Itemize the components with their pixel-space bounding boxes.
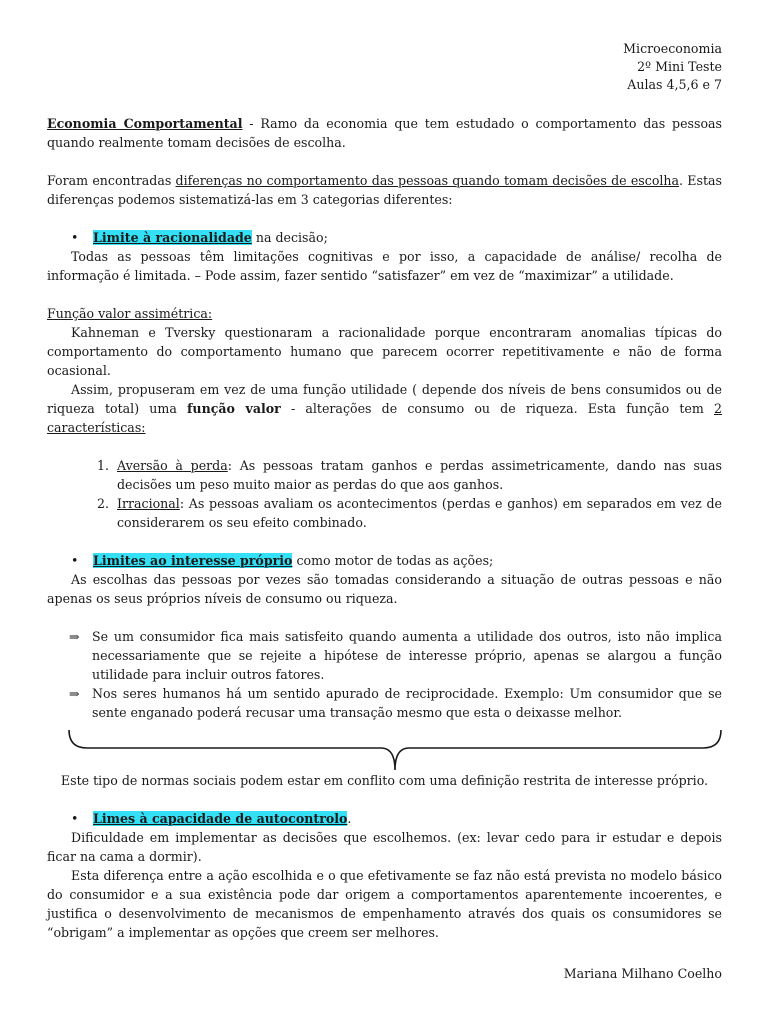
section1-heading bbox=[47, 228, 722, 247]
section3-para2: Esta diferença entre a ação escolhida e o que efetivamente se faz não está prevista no modelo básico do consumidor e a sua existência pode dar origem a comportamentos aparentemente incoerentes, e justifica o desenvolvimento de mecanismos de empenhamento através dos quais os consumidores se “obrigam” a implementar as opções que creem ser melhores. bbox=[47, 868, 722, 940]
bullet-icon: • bbox=[71, 811, 79, 826]
value-function-heading: Função valor assimétrica: bbox=[47, 306, 213, 321]
author-name: Mariana Milhano Coelho bbox=[563, 966, 722, 981]
course-name: Microeconomia bbox=[623, 41, 722, 56]
section1-title: Limite à racionalidade bbox=[93, 230, 252, 245]
section3-title: Limes à capacidade de autocontrolo bbox=[93, 811, 348, 826]
item-term: Aversão à perda bbox=[117, 458, 228, 473]
bullet-icon: • bbox=[71, 553, 79, 568]
list-item bbox=[113, 456, 722, 494]
document-header bbox=[47, 40, 722, 94]
list-item bbox=[47, 627, 722, 684]
item-text: : As pessoas tratam ganhos e perdas assimetricamente, dando nas suas decisões um peso muito maior as perdas do que aos ganhos. bbox=[117, 458, 722, 492]
para2-underlined: 2 características: bbox=[47, 401, 722, 435]
section2-text: As escolhas das pessoas por vezes são tomadas considerando a situação de outras pessoas e não apenas os seus próprios níveis de consumo ou riqueza. bbox=[47, 572, 722, 606]
section3-title-suffix: . bbox=[347, 811, 352, 826]
list-item bbox=[47, 684, 722, 722]
implies-arrow-icon: ⇒ bbox=[69, 686, 80, 701]
para2-prefix: Assim, propuseram em vez de uma função utilidade ( depende dos níveis de bens consumidos ou de riqueza total) uma bbox=[47, 382, 722, 416]
section2-title-suffix: como motor de todas as ações; bbox=[292, 553, 494, 568]
arrow-list bbox=[47, 627, 722, 722]
intro-term: Economia Comportamental bbox=[47, 116, 243, 131]
para2-mid: - alterações de consumo ou de riqueza. Esta função tem bbox=[280, 401, 714, 416]
arrow-text: Se um consumidor fica mais satisfeito quando aumenta a utilidade dos outros, isto não implica necessariamente que se rejeite a hipótese de interesse próprio, apenas se alargou a função utilidade para incluir outros fatores. bbox=[92, 629, 722, 682]
section1-text: Todas as pessoas têm limitações cognitivas e por isso, a capacidade de análise/ recolha de informação é limitada. – Pode assim, fazer sentido “satisfazer” em vez de “maximizar” a utilidade. bbox=[47, 249, 722, 283]
value-function-para1: Kahneman e Tversky questionaram a racionalidade porque encontraram anomalias típicas do comportamento do comportamento humano que parecem ocorrer repetitivamente e não de forma ocasional. bbox=[47, 325, 722, 378]
found-suffix: . Estas diferenças podemos sistematizá-las em 3 categorias diferentes: bbox=[47, 173, 722, 207]
section3-para1: Dificuldade em implementar as decisões que escolhemos. (ex: levar cedo para ir estudar e depois ficar na cama a dormir). bbox=[47, 830, 722, 864]
para2-bold: função valor bbox=[187, 401, 281, 416]
curly-brace-icon bbox=[65, 726, 725, 774]
intro-definition: - Ramo da economia que tem estudado o comportamento das pessoas quando realmente tomam decisões de escolha. bbox=[47, 116, 723, 150]
bullet-icon: • bbox=[71, 230, 79, 245]
characteristics-list bbox=[47, 456, 722, 532]
section2-heading bbox=[47, 551, 722, 570]
test-name: 2º Mini Teste bbox=[637, 59, 722, 74]
brace-note: Este tipo de normas sociais podem estar em conflito com uma definição restrita de interesse próprio. bbox=[60, 773, 709, 788]
intro-paragraph bbox=[47, 114, 722, 152]
section2-title: Limites ao interesse próprio bbox=[93, 553, 293, 568]
lessons-range: Aulas 4,5,6 e 7 bbox=[627, 77, 722, 92]
categories-paragraph bbox=[47, 171, 722, 209]
found-prefix: Foram encontradas bbox=[47, 173, 176, 188]
section3-heading bbox=[47, 809, 722, 828]
implies-arrow-icon: ⇒ bbox=[69, 629, 80, 644]
section1-title-suffix: na decisão; bbox=[251, 230, 328, 245]
arrow-text: Nos seres humanos há um sentido apurado de reciprocidade. Exemplo: Um consumidor que se sente enganado poderá recusar uma transação mesmo que esta o deixasse melhor. bbox=[92, 686, 722, 720]
value-function-para2 bbox=[47, 380, 722, 437]
found-underlined: diferenças no comportamento das pessoas quando tomam decisões de escolha bbox=[175, 173, 680, 188]
list-item bbox=[113, 494, 722, 532]
item-term: Irracional bbox=[117, 496, 180, 511]
item-text: : As pessoas avaliam os acontecimentos (perdas e ganhos) em separados em vez de considerarem os seu efeito combinado. bbox=[117, 496, 722, 530]
document-page bbox=[47, 40, 722, 942]
